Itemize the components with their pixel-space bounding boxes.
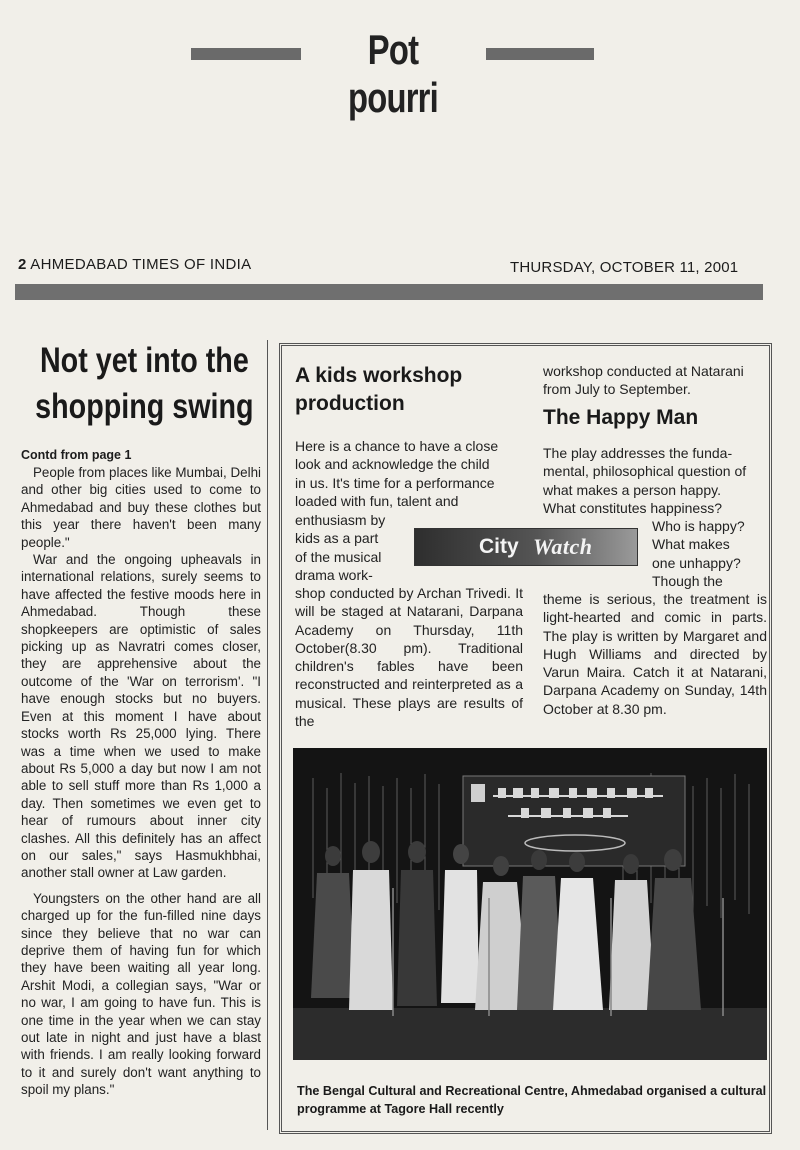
continued-label: Contd from page 1 (21, 448, 132, 462)
text-line: Though the (652, 572, 723, 589)
section-title: Pot pourri (348, 26, 438, 121)
text-line: drama work- (295, 566, 373, 583)
text-block: workshop conducted at Natarani from July to September. (543, 363, 744, 398)
folio-rule (15, 284, 763, 300)
text-line: one unhappy? (652, 554, 741, 571)
photo-caption: The Bengal Cultural and Recreational Centre, Ahmedabad organised a cultural programme at Tagore Hall recently (297, 1084, 767, 1116)
happy-man-headline: The Happy Man (543, 406, 699, 429)
text-line: What constitutes happiness? (543, 499, 722, 516)
masthead-rule-left (191, 48, 301, 60)
paragraph: People from places like Mumbai, Delhi and other big cities used to come to Ahmedabad and buy these clothes but this year there haven't been many people." (21, 465, 261, 550)
event-photo (293, 748, 767, 1060)
left-article-body (21, 464, 261, 1099)
text-line: The play addresses the funda- (543, 445, 733, 461)
city-watch-logo (414, 528, 638, 566)
text-line: what makes a person happy. (543, 481, 721, 498)
workshop-body-bottom (295, 584, 523, 730)
happy-man-body-narrow (652, 517, 768, 590)
workshop-continued (543, 362, 761, 399)
left-headline-line-2: shopping swing (35, 387, 254, 426)
paragraph: War and the ongoing upheavals in international relations, surely seems to have affected the festive moods here in Ahmedabad. Though these shopkeepers are optimistic of sales picking up as Navratri comes closer, they are apprehensive about the outcome of the 'War on terrorism'. "I have enough stocks but no buyers. Even at this moment I have about stocks worth Rs 25,000 lying. There was a time when we used to make about Rs 5,000 a day but now I am not able to sell stuff more than Rs 1,000 a day. Then sometimes we even get to hear of rumours about inner city clashes. All this definitely has an affect on our sales," says Hasmukhbhai, another stall owner at Law garden. (21, 552, 261, 881)
text-line: Who is happy? (652, 518, 745, 534)
text-line: of the musical (295, 548, 382, 565)
workshop-body-top (295, 437, 523, 510)
folio-left (18, 256, 251, 273)
workshop-headline (295, 362, 535, 418)
workshop-body-narrow (295, 511, 407, 584)
city-watch-watch: Watch (533, 534, 593, 559)
text-block: shop conducted by Archan Trivedi. It will be staged at Natarani, Darpana Academy on Thursday, 11th October(8.30 pm). Traditional children's fables have been reconstructed and reinterpreted as a musical. These plays are results of the (295, 585, 523, 730)
column-divider (267, 340, 268, 1130)
happy-man-body-top (543, 444, 767, 517)
text-line: in us. It's time for a performance (295, 474, 495, 491)
text-line: look and acknowledge the child (295, 456, 490, 473)
text-line: enthusiasm by (295, 512, 386, 528)
text-line: mental, philosophical question of (543, 463, 747, 480)
paper-name: AHMEDABAD TIMES OF INDIA (30, 256, 252, 273)
paragraph: Youngsters on the other hand are all charged up for the fun-filled nine days since they believe that no war can deprive them of having fun for which they have been waiting all year long. Arshit Modi, a collegian says, "War or no war, I am going to have fun. This is one time in the year when we can stay out late in night and just have a blast with friends. I am really looking forward to it and surely don't want anything to spoil my plans." (21, 890, 261, 1098)
text-line: kids as a part (295, 530, 379, 547)
event-photo-image (293, 748, 767, 1060)
text-line: loaded with fun, talent and (295, 492, 459, 509)
left-headline (14, 338, 275, 430)
workshop-headline-line-1: A kids workshop (295, 364, 463, 387)
masthead-rule-right (486, 48, 594, 60)
issue-date: THURSDAY, OCTOBER 11, 2001 (510, 259, 739, 276)
city-watch-city: City (479, 535, 519, 558)
happy-man-body-bottom (543, 590, 767, 718)
left-headline-line-1: Not yet into the (39, 341, 249, 380)
text-line: Here is a chance to have a close (295, 438, 499, 454)
page-number: 2 (18, 256, 27, 273)
text-block: theme is serious, the treatment is light-hearted and comic in parts. The play is written by Margaret and Hugh Williams and directed by Varun Maira. Catch it at Natarani, Darpana Academy on Sunday, 14th October at 8.30 pm. (543, 591, 767, 717)
workshop-headline-line-2: production (295, 392, 405, 415)
text-line: What makes (652, 536, 730, 553)
